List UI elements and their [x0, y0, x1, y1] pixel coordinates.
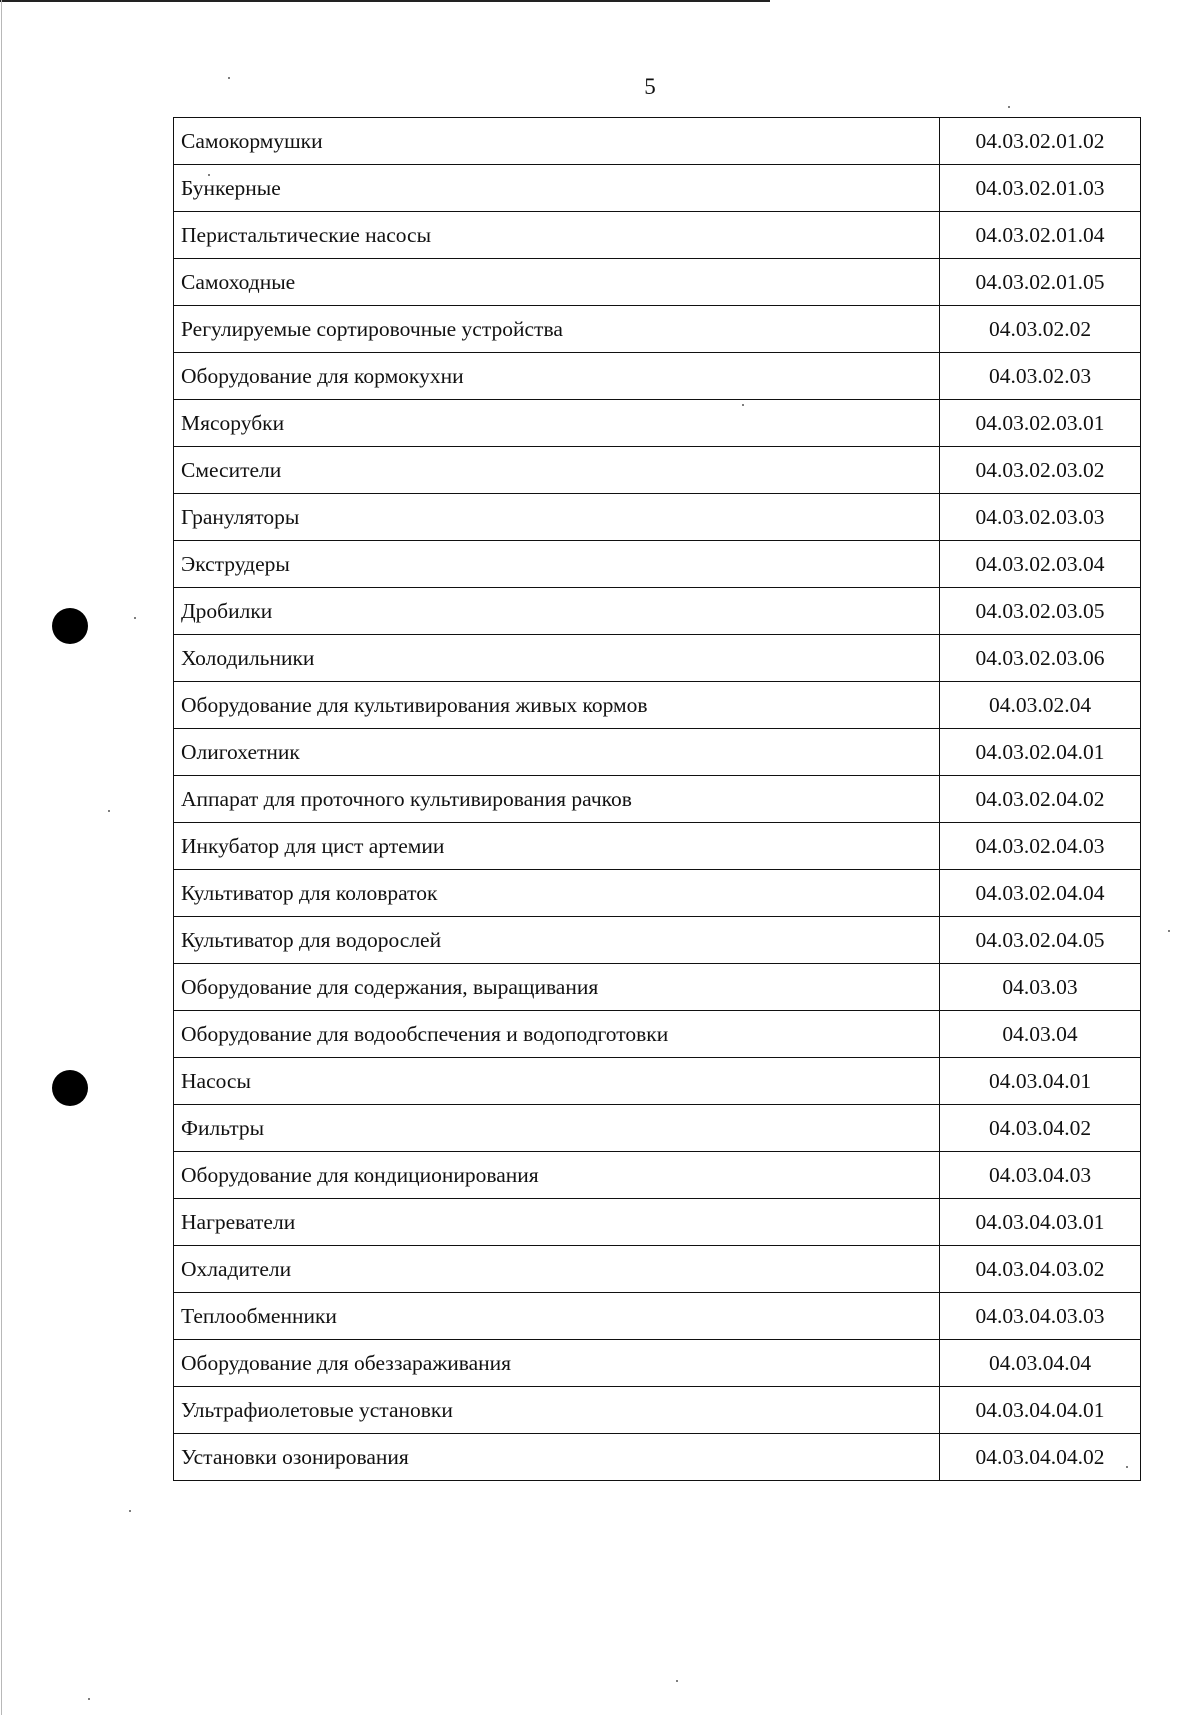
item-name-cell: Грануляторы	[174, 494, 940, 541]
table-row	[174, 400, 1141, 447]
item-code-cell: 04.03.02.02	[940, 306, 1141, 353]
item-code-cell: 04.03.02.03.06	[940, 635, 1141, 682]
punch-hole	[52, 608, 88, 644]
table-row	[174, 1199, 1141, 1246]
table-row	[174, 1058, 1141, 1105]
table-row	[174, 635, 1141, 682]
item-name-cell: Экструдеры	[174, 541, 940, 588]
page-number: 5	[644, 74, 656, 99]
catalog-table-body	[174, 118, 1141, 1481]
item-code-cell: 04.03.04.03.02	[940, 1246, 1141, 1293]
item-code-cell: 04.03.02.03	[940, 353, 1141, 400]
item-code-cell: 04.03.02.04.01	[940, 729, 1141, 776]
table-row	[174, 1387, 1141, 1434]
item-code-cell: 04.03.02.04.02	[940, 776, 1141, 823]
item-name-cell: Фильтры	[174, 1105, 940, 1152]
table-row	[174, 823, 1141, 870]
item-name-cell: Нагреватели	[174, 1199, 940, 1246]
scan-edge-line-left	[1, 0, 2, 1715]
item-code-cell: 04.03.02.04.03	[940, 823, 1141, 870]
table-row	[174, 541, 1141, 588]
table-row	[174, 118, 1141, 165]
table-row	[174, 682, 1141, 729]
table-row	[174, 306, 1141, 353]
table-row	[174, 729, 1141, 776]
table-row	[174, 494, 1141, 541]
table-row	[174, 259, 1141, 306]
item-code-cell: 04.03.04.01	[940, 1058, 1141, 1105]
table-row	[174, 447, 1141, 494]
item-name-cell: Культиватор для водорослей	[174, 917, 940, 964]
table-row	[174, 1105, 1141, 1152]
item-name-cell: Олигохетник	[174, 729, 940, 776]
scan-speck	[676, 1680, 678, 1682]
item-name-cell: Оборудование для кормокухни	[174, 353, 940, 400]
table-row	[174, 1340, 1141, 1387]
item-code-cell: 04.03.02.01.04	[940, 212, 1141, 259]
scan-speck	[88, 1698, 90, 1700]
scan-speck	[228, 77, 230, 79]
item-code-cell: 04.03.04	[940, 1011, 1141, 1058]
item-code-cell: 04.03.02.03.01	[940, 400, 1141, 447]
item-name-cell: Насосы	[174, 1058, 940, 1105]
item-code-cell: 04.03.02.04	[940, 682, 1141, 729]
scan-speck	[129, 1510, 131, 1512]
item-name-cell: Самоходные	[174, 259, 940, 306]
item-code-cell: 04.03.04.03.01	[940, 1199, 1141, 1246]
item-code-cell: 04.03.02.04.05	[940, 917, 1141, 964]
item-code-cell: 04.03.03	[940, 964, 1141, 1011]
table-row	[174, 165, 1141, 212]
item-name-cell: Холодильники	[174, 635, 940, 682]
item-name-cell: Оборудование для обеззараживания	[174, 1340, 940, 1387]
table-row	[174, 588, 1141, 635]
catalog-table	[173, 117, 1141, 1481]
item-code-cell: 04.03.04.03.03	[940, 1293, 1141, 1340]
table-row	[174, 353, 1141, 400]
scan-speck	[1168, 930, 1170, 932]
item-code-cell: 04.03.04.04	[940, 1340, 1141, 1387]
table-row	[174, 1293, 1141, 1340]
item-name-cell: Регулируемые сортировочные устройства	[174, 306, 940, 353]
table-row	[174, 1434, 1141, 1481]
item-name-cell: Ультрафиолетовые установки	[174, 1387, 940, 1434]
item-name-cell: Бункерные	[174, 165, 940, 212]
item-name-cell: Оборудование для кондиционирования	[174, 1152, 940, 1199]
item-code-cell: 04.03.02.01.03	[940, 165, 1141, 212]
item-name-cell: Инкубатор для цист артемии	[174, 823, 940, 870]
item-name-cell: Охладители	[174, 1246, 940, 1293]
item-name-cell: Оборудование для содержания, выращивания	[174, 964, 940, 1011]
item-code-cell: 04.03.02.04.04	[940, 870, 1141, 917]
item-code-cell: 04.03.02.01.02	[940, 118, 1141, 165]
table-row	[174, 776, 1141, 823]
punch-hole	[52, 1070, 88, 1106]
table-row	[174, 917, 1141, 964]
table-row	[174, 1152, 1141, 1199]
table-row	[174, 1011, 1141, 1058]
item-code-cell: 04.03.02.03.02	[940, 447, 1141, 494]
item-code-cell: 04.03.04.03	[940, 1152, 1141, 1199]
table-row	[174, 1246, 1141, 1293]
item-name-cell: Смесители	[174, 447, 940, 494]
item-name-cell: Самокормушки	[174, 118, 940, 165]
item-name-cell: Оборудование для водообспечения и водоподготовки	[174, 1011, 940, 1058]
item-code-cell: 04.03.02.03.04	[940, 541, 1141, 588]
scan-speck	[134, 617, 136, 619]
scan-speck	[108, 810, 110, 812]
scan-speck	[1008, 106, 1010, 108]
item-code-cell: 04.03.02.01.05	[940, 259, 1141, 306]
item-code-cell: 04.03.04.04.01	[940, 1387, 1141, 1434]
item-name-cell: Аппарат для проточного культивирования рачков	[174, 776, 940, 823]
item-code-cell: 04.03.02.03.05	[940, 588, 1141, 635]
table-row	[174, 964, 1141, 1011]
item-name-cell: Оборудование для культивирования живых кормов	[174, 682, 940, 729]
scan-edge-line	[0, 0, 770, 2]
table-row	[174, 870, 1141, 917]
item-code-cell: 04.03.04.02	[940, 1105, 1141, 1152]
item-code-cell: 04.03.02.03.03	[940, 494, 1141, 541]
table-row	[174, 212, 1141, 259]
item-name-cell: Установки озонирования	[174, 1434, 940, 1481]
item-name-cell: Перистальтические насосы	[174, 212, 940, 259]
item-name-cell: Мясорубки	[174, 400, 940, 447]
item-name-cell: Дробилки	[174, 588, 940, 635]
item-name-cell: Теплообменники	[174, 1293, 940, 1340]
item-code-cell: 04.03.04.04.02	[940, 1434, 1141, 1481]
item-name-cell: Культиватор для коловраток	[174, 870, 940, 917]
